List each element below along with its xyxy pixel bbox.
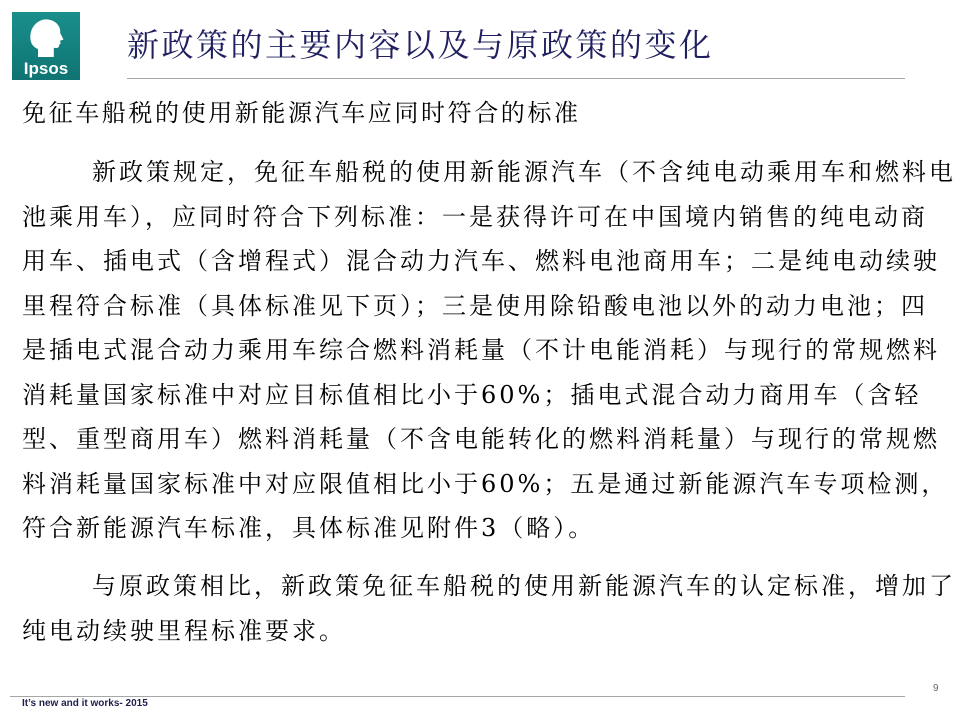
paragraph-line: 符合新能源汽车标准，具体标准见附件3（略）。	[22, 514, 596, 542]
paragraph-line: 消耗量国家标准中对应目标值相比小于60%；插电式混合动力商用车（含轻	[22, 380, 922, 409]
paragraph-line: 新政策规定，免征车船税的使用新能源汽车（不含纯电动乘用车和燃料电	[92, 158, 956, 186]
paragraph-line: 料消耗量国家标准中对应限值相比小于60%；五是通过新能源汽车专项检测，	[22, 469, 949, 498]
paragraph-1	[22, 150, 956, 551]
paragraph-line: 池乘用车），应同时符合下列标准：一是获得许可在中国境内销售的纯电动商	[22, 202, 928, 231]
paragraph-2	[22, 564, 956, 653]
title-divider	[127, 78, 905, 79]
slide-title: 新政策的主要内容以及与原政策的变化	[127, 26, 714, 64]
footer-tagline: It’s new and it works- 2015	[22, 698, 148, 709]
section-heading: 免征车船税的使用新能源汽车应同时符合的标准	[22, 99, 581, 127]
paragraph-line: 与原政策相比，新政策免征车船税的使用新能源汽车的认定标准，增加了	[92, 572, 956, 600]
paragraph-line: 型、重型商用车）燃料消耗量（不含电能转化的燃料消耗量）与现行的常规燃	[22, 425, 940, 453]
ipsos-logo	[12, 12, 80, 80]
paragraph-line: 纯电动续驶里程标准要求。	[22, 616, 346, 645]
paragraph-line: 里程符合标准（具体标准见下页）；三是使用除铅酸电池以外的动力电池；四	[22, 291, 928, 320]
paragraph-line: 用车、插电式（含增程式）混合动力汽车、燃料电池商用车；二是纯电动续驶	[22, 247, 940, 275]
paragraph-line: 是插电式混合动力乘用车综合燃料消耗量（不计电能消耗）与现行的常规燃料	[22, 336, 940, 364]
footer-divider	[10, 696, 905, 697]
logo-wordmark: Ipsos	[23, 59, 69, 78]
page-number: 9	[933, 683, 939, 694]
ipsos-logo-graphic	[12, 12, 80, 80]
